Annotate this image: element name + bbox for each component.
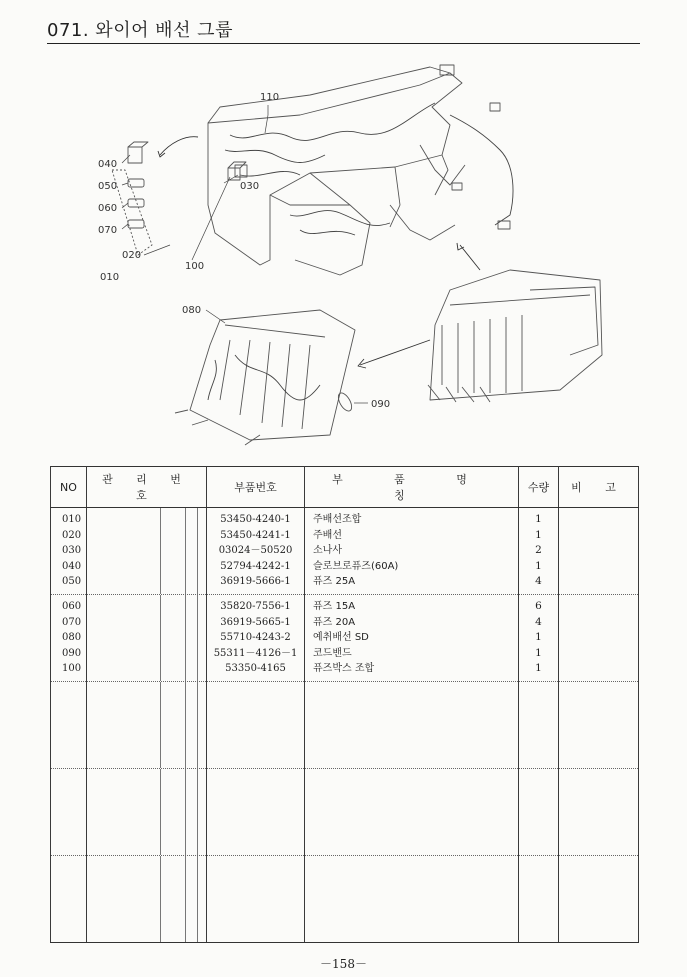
page-number: －158－	[320, 957, 367, 971]
table-header-row	[51, 467, 639, 508]
part-number: 36919-5665-1	[220, 616, 291, 628]
callout-label: 010	[100, 272, 120, 283]
remarks-cell	[559, 595, 639, 682]
quantity: 1	[535, 662, 542, 674]
part-number: 35820-7556-1	[220, 601, 291, 612]
callout-label: 020	[122, 250, 142, 261]
header-part-number: 부품번호	[207, 467, 305, 508]
part-name: 주배선조합	[313, 514, 362, 525]
row-number: 030	[62, 545, 82, 556]
table-row-group	[51, 856, 639, 943]
quantity: 4	[535, 615, 542, 628]
quantity: 6	[535, 600, 542, 612]
part-name: 퓨즈 20A	[313, 616, 356, 628]
callout-label: 090	[371, 399, 391, 410]
part-name: 퓨즈박스 조합	[313, 663, 375, 674]
part-name: 슬로브로퓨즈(60A)	[313, 560, 399, 572]
part-name: 코드밴드	[313, 647, 352, 659]
row-number: 100	[62, 663, 82, 674]
table-row-group	[51, 595, 639, 682]
row-number: 010	[62, 514, 82, 525]
row-number: 050	[62, 576, 82, 587]
quantity: 4	[535, 575, 542, 587]
row-number: 020	[62, 529, 82, 541]
callout-label: 100	[185, 261, 205, 272]
callout-label: 030	[240, 181, 260, 192]
part-number: 36919-5666-1	[220, 576, 291, 587]
part-number: 03024－50520	[218, 545, 293, 556]
callout-label: 070	[98, 225, 118, 236]
management-number-cell	[87, 595, 207, 682]
quantity: 1	[535, 528, 542, 541]
part-name: 소나사	[313, 545, 342, 556]
table-row-group	[51, 508, 639, 595]
quantity: 1	[535, 646, 542, 659]
header-management-number: 관 리 번 호	[87, 467, 207, 508]
part-name: 예취배선 SD	[313, 632, 369, 643]
row-number: 090	[62, 647, 82, 659]
management-number-cell	[87, 508, 207, 595]
part-number: 55311－4126－1	[213, 647, 298, 659]
parts-diagram	[90, 55, 620, 455]
header-quantity: 수량	[519, 467, 559, 508]
callout-label: 040	[98, 159, 118, 170]
row-number: 060	[62, 601, 82, 612]
quantity: 2	[535, 544, 542, 556]
table-row-group	[51, 769, 639, 856]
callout-label: 060	[98, 203, 118, 214]
part-number: 53450-4241-1	[220, 529, 291, 541]
part-number: 53350-4165	[225, 663, 286, 674]
parts-table	[50, 466, 639, 943]
header-part-name: 부 품 명 칭	[305, 467, 519, 508]
callout-label: 080	[182, 305, 202, 316]
title-underline	[47, 43, 640, 44]
callout-label: 050	[98, 181, 118, 192]
part-number: 55710-4243-2	[220, 632, 291, 643]
callout-label: 110	[260, 92, 280, 103]
part-name: 주배선	[313, 529, 342, 541]
row-number: 040	[62, 560, 82, 572]
quantity: 1	[535, 559, 542, 572]
table-row-group	[51, 682, 639, 769]
quantity: 1	[535, 631, 542, 643]
part-number: 53450-4240-1	[220, 514, 291, 525]
part-name: 퓨즈 25A	[313, 576, 356, 587]
part-name: 퓨즈 15A	[313, 601, 356, 612]
remarks-cell	[559, 508, 639, 595]
header-remarks: 비 고	[559, 467, 639, 508]
quantity: 1	[535, 513, 542, 525]
header-no: NO	[51, 467, 87, 508]
page-title: 071. 와이어 배선 그룹	[47, 20, 233, 41]
row-number: 070	[62, 616, 82, 628]
part-number: 52794-4242-1	[220, 560, 291, 572]
row-number: 080	[62, 632, 82, 643]
